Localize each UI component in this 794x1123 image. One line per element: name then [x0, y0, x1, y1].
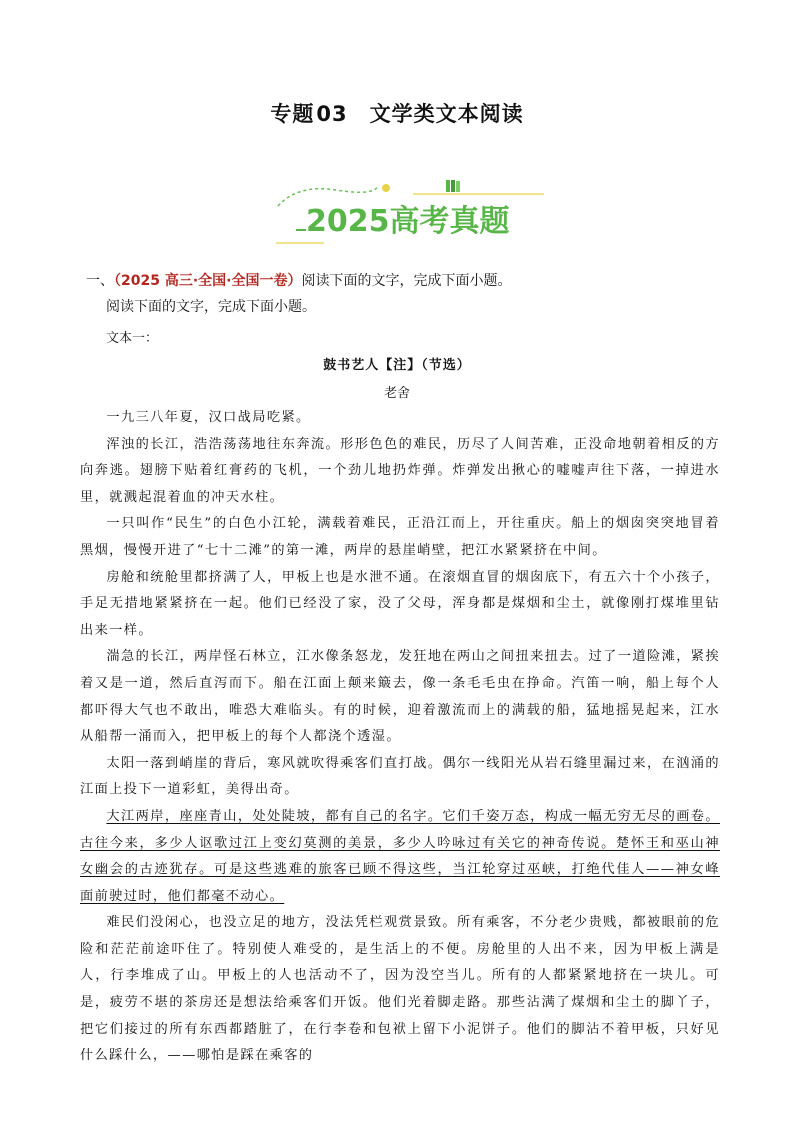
page-title	[0, 98, 794, 128]
paragraph: 湍急的长江，两岸怪石林立，江水像条怒龙，发狂地在两山之间扭来扭去。过了一道险滩，紧挨着又是一道，然后直泻而下。船在江面上颠来簸去，像一条毛毛虫在挣命。汽笛一响，船上每个人都吓得大气也不敢出，唯恐大难临头。有的时候，迎着激流而上的满载的船，猛地摇晃起来，江水从船帮一涌而入，把甲板上的每个人都浇个透湿。	[80, 649, 720, 745]
question-line	[86, 270, 511, 290]
intro-line: 阅读下面的文字，完成下面小题。	[106, 299, 316, 315]
title-text: 文学类文本阅读	[369, 102, 524, 126]
paragraph: 一九三八年夏，汉口战局吃紧。	[106, 410, 311, 425]
question-number: 一、	[86, 273, 114, 289]
paragraph: 浑浊的长江，浩浩荡荡地往东奔流。形形色色的难民，历尽了人间苦难，正没命地朝着相反的方向奔逃。翅膀下贴着红膏药的飞机，一个劲儿地扔炸弹。炸弹发出揪心的嘘嘘声往下落，一掉进水里，就溅起混着血的冲天水柱。	[80, 436, 720, 505]
paragraph: 太阳一落到峭崖的背后，寒风就吹得乘客们直打战。偶尔一线阳光从岩石缝里漏过来，在汹涌的江面上投下一道彩虹，美得出奇。	[80, 755, 720, 798]
article-body	[80, 405, 720, 1070]
underlined-paragraph: 大江两岸，座座青山，处处陡坡，都有自己的名字。它们千姿万态，构成一幅无穷无尽的画卷。古往今来，多少人讴歌过江上变幻莫测的美景，多少人吟咏过有关它的神奇传说。楚怀王和巫山神女幽会的古迹犹存。可是这些逃难的旅客已顾不得这些，当江轮穿过巫峡，打绝代佳人——神女峰面前驶过时，他们都毫不动心。	[80, 808, 720, 904]
paragraph: 一只叫作“民生”的白色小江轮，满载着难民，正沿江而上，开往重庆。船上的烟囱突突地冒着黑烟，慢慢开进了“七十二滩”的第一滩，两岸的悬崖峭壁，把江水紧紧挤在中间。	[80, 516, 720, 558]
title-prefix: 专题	[270, 102, 315, 126]
paragraph: 难民们没闲心，也没立足的地方，没法凭栏观赏景致。所有乘客，不分老少贵贱，都被眼前的危险和茫茫前途吓住了。特别使人难受的，是生活上的不便。房舱里的人出不来，因为甲板上满是人，行李堆成了山。甲板上的人也活动不了，因为没空当儿。所有的人都紧紧地挤在一块儿。可是，疲劳不堪的茶房还是想法给乘客们开饭。他们光着脚走路。那些沾满了煤烟和尘土的脚丫子，把它们接过的所有东西都踏脏了，在行李卷和包袱上留下小泥饼子。他们的脚沾不着甲板，只好见什么踩什么，——哪怕是踩在乘客的	[80, 915, 720, 1064]
paragraph: 房舱和统舱里都挤满了人，甲板上也是水泄不通。在滚烟直冒的烟囱底下，有五六十个小孩子，手足无措地紧紧挤在一起。他们已经没了家，没了父母，浑身都是煤烟和尘土，就像刚打煤堆里钻出来一样。	[80, 569, 720, 638]
question-source: （2025 高三·全国·全国一卷）	[114, 273, 302, 289]
article-title: 鼓书艺人【注】（节选）	[323, 358, 471, 373]
article-author: 老舍	[383, 386, 410, 401]
text-label: 文本一：	[106, 331, 159, 346]
question-instruction: 阅读下面的文字，完成下面小题。	[301, 273, 512, 289]
title-number: 03	[316, 102, 348, 126]
banner	[258, 176, 558, 254]
banner-heading: 2025高考真题	[306, 204, 510, 239]
